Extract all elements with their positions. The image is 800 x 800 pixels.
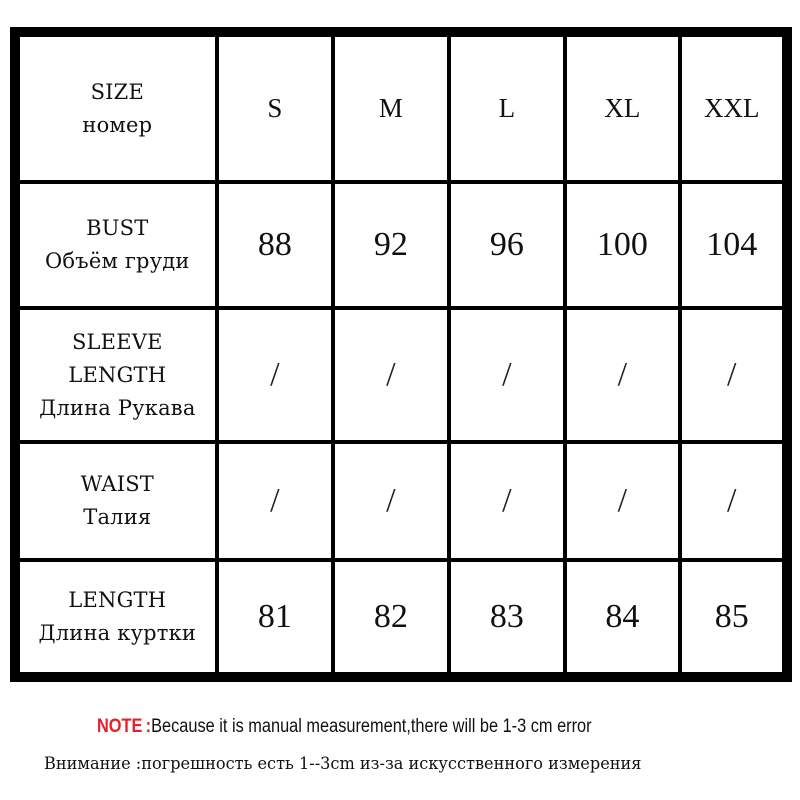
waist-label-cell <box>15 442 217 560</box>
table-row-waist <box>15 442 787 560</box>
bust-label-cell <box>15 182 217 308</box>
bust-value-s: 88 <box>217 182 334 308</box>
length-value-xxl: 85 <box>680 560 787 677</box>
sleeve-label-en-line1: SLEEVE <box>71 329 163 354</box>
table-row-sleeve-length <box>15 308 787 442</box>
note-label: NOTE : <box>97 716 152 737</box>
size-label-en: SIZE <box>90 79 144 104</box>
waist-label-ru: Талия <box>83 505 152 529</box>
bust-value-m: 92 <box>333 182 448 308</box>
sleeve-value-l: / <box>449 308 566 442</box>
sleeve-value-s: / <box>217 308 334 442</box>
size-label-cell <box>15 32 217 182</box>
bust-value-xl: 100 <box>565 182 679 308</box>
waist-value-l: / <box>449 442 566 560</box>
length-label-cell <box>15 560 217 677</box>
waist-value-xxl: / <box>680 442 787 560</box>
sleeve-length-label-cell <box>15 308 217 442</box>
length-value-m: 82 <box>333 560 448 677</box>
size-label-ru: номер <box>82 112 153 137</box>
waist-value-xl: / <box>565 442 679 560</box>
note-english <box>97 716 592 738</box>
size-chart-table <box>10 27 792 682</box>
table-row-bust <box>15 182 787 308</box>
length-value-s: 81 <box>217 560 334 677</box>
bust-label-en: BUST <box>86 216 149 240</box>
sleeve-label-ru: Длина Рукава <box>39 395 196 420</box>
length-label-en: LENGTH <box>68 588 167 612</box>
sleeve-label-en-line2: LENGTH <box>68 362 167 387</box>
length-value-l: 83 <box>449 560 566 677</box>
header-row <box>15 32 787 182</box>
bust-value-xxl: 104 <box>680 182 787 308</box>
size-header-s: S <box>217 32 334 182</box>
size-header-xxl: XXL <box>680 32 787 182</box>
bust-label-ru: Объём груди <box>45 249 190 273</box>
waist-value-s: / <box>217 442 334 560</box>
waist-label-en: WAIST <box>80 472 154 496</box>
length-label-ru: Длина куртки <box>38 621 197 645</box>
note-english-text: Because it is manual measurement,there will be 1-3 cm error <box>151 716 592 737</box>
sleeve-value-xxl: / <box>680 308 787 442</box>
size-header-l: L <box>449 32 566 182</box>
size-header-xl: XL <box>565 32 679 182</box>
sleeve-value-m: / <box>333 308 448 442</box>
note-russian: Внимание :погрешность есть 1--3cm из-за искусственного измерения <box>44 754 642 774</box>
bust-value-l: 96 <box>449 182 566 308</box>
waist-value-m: / <box>333 442 448 560</box>
table-row-length <box>15 560 787 677</box>
size-header-m: M <box>333 32 448 182</box>
length-value-xl: 84 <box>565 560 679 677</box>
sleeve-value-xl: / <box>565 308 679 442</box>
